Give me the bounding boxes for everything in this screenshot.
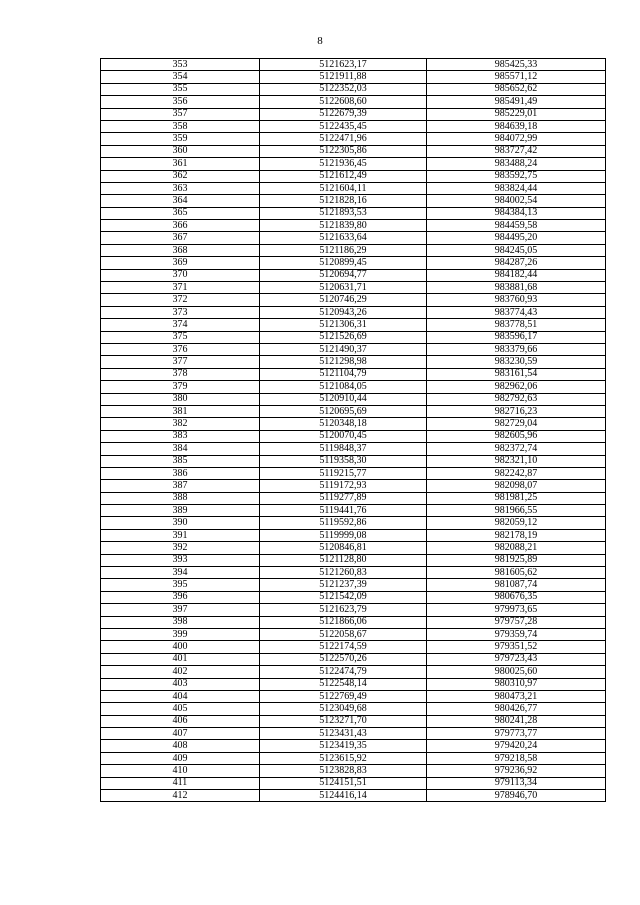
y-coordinate-cell: 981087,74 bbox=[427, 579, 606, 591]
y-coordinate-cell: 979359,74 bbox=[427, 628, 606, 640]
table-row bbox=[101, 220, 606, 232]
x-coordinate-cell: 5124151,51 bbox=[260, 777, 427, 789]
x-coordinate-cell: 5120694,77 bbox=[260, 269, 427, 281]
y-coordinate-cell: 982088,21 bbox=[427, 542, 606, 554]
y-coordinate-cell: 982372,74 bbox=[427, 443, 606, 455]
point-number-cell: 373 bbox=[101, 306, 260, 318]
table-row bbox=[101, 554, 606, 566]
table-row bbox=[101, 405, 606, 417]
page-number: 8 bbox=[317, 35, 323, 47]
x-coordinate-cell: 5119999,08 bbox=[260, 529, 427, 541]
point-number-cell: 406 bbox=[101, 715, 260, 727]
x-coordinate-cell: 5120695,69 bbox=[260, 405, 427, 417]
y-coordinate-cell: 981966,55 bbox=[427, 505, 606, 517]
y-coordinate-cell: 979757,28 bbox=[427, 616, 606, 628]
y-coordinate-cell: 980676,35 bbox=[427, 591, 606, 603]
y-coordinate-cell: 979973,65 bbox=[427, 604, 606, 616]
x-coordinate-cell: 5121104,79 bbox=[260, 368, 427, 380]
table-row bbox=[101, 108, 606, 120]
table-row bbox=[101, 418, 606, 430]
point-number-cell: 409 bbox=[101, 752, 260, 764]
y-coordinate-cell: 982962,06 bbox=[427, 381, 606, 393]
y-coordinate-cell: 979351,52 bbox=[427, 641, 606, 653]
x-coordinate-cell: 5122471,96 bbox=[260, 133, 427, 145]
x-coordinate-cell: 5123615,92 bbox=[260, 752, 427, 764]
table-row bbox=[101, 480, 606, 492]
table-row bbox=[101, 678, 606, 690]
x-coordinate-cell: 5119848,37 bbox=[260, 443, 427, 455]
y-coordinate-cell: 979773,77 bbox=[427, 728, 606, 740]
table-row bbox=[101, 319, 606, 331]
table-row bbox=[101, 294, 606, 306]
x-coordinate-cell: 5119215,77 bbox=[260, 467, 427, 479]
y-coordinate-cell: 983778,51 bbox=[427, 319, 606, 331]
table-row bbox=[101, 765, 606, 777]
table-row bbox=[101, 306, 606, 318]
x-coordinate-cell: 5122435,45 bbox=[260, 120, 427, 132]
table-row bbox=[101, 182, 606, 194]
x-coordinate-cell: 5121237,39 bbox=[260, 579, 427, 591]
x-coordinate-cell: 5122058,67 bbox=[260, 628, 427, 640]
y-coordinate-cell: 980025,60 bbox=[427, 666, 606, 678]
y-coordinate-cell: 984495,20 bbox=[427, 232, 606, 244]
point-number-cell: 384 bbox=[101, 443, 260, 455]
point-number-cell: 385 bbox=[101, 455, 260, 467]
x-coordinate-cell: 5121306,31 bbox=[260, 319, 427, 331]
x-coordinate-cell: 5120910,44 bbox=[260, 393, 427, 405]
x-coordinate-cell: 5122570,26 bbox=[260, 653, 427, 665]
point-number-cell: 355 bbox=[101, 83, 260, 95]
table-row bbox=[101, 641, 606, 653]
x-coordinate-cell: 5122174,59 bbox=[260, 641, 427, 653]
table-row bbox=[101, 628, 606, 640]
point-number-cell: 392 bbox=[101, 542, 260, 554]
table-row bbox=[101, 690, 606, 702]
y-coordinate-cell: 982792,63 bbox=[427, 393, 606, 405]
point-number-cell: 366 bbox=[101, 220, 260, 232]
table-row bbox=[101, 269, 606, 281]
y-coordinate-cell: 983824,44 bbox=[427, 182, 606, 194]
table-row bbox=[101, 666, 606, 678]
table-row bbox=[101, 59, 606, 71]
table-row bbox=[101, 170, 606, 182]
x-coordinate-cell: 5122679,39 bbox=[260, 108, 427, 120]
y-coordinate-cell: 984459,58 bbox=[427, 220, 606, 232]
y-coordinate-cell: 978946,70 bbox=[427, 790, 606, 802]
point-number-cell: 367 bbox=[101, 232, 260, 244]
table-row bbox=[101, 703, 606, 715]
y-coordinate-cell: 982098,07 bbox=[427, 480, 606, 492]
y-coordinate-cell: 982178,19 bbox=[427, 529, 606, 541]
x-coordinate-cell: 5123049,68 bbox=[260, 703, 427, 715]
x-coordinate-cell: 5120348,18 bbox=[260, 418, 427, 430]
y-coordinate-cell: 982242,87 bbox=[427, 467, 606, 479]
point-number-cell: 397 bbox=[101, 604, 260, 616]
y-coordinate-cell: 979218,58 bbox=[427, 752, 606, 764]
y-coordinate-cell: 980310,97 bbox=[427, 678, 606, 690]
y-coordinate-cell: 980473,21 bbox=[427, 690, 606, 702]
point-number-cell: 396 bbox=[101, 591, 260, 603]
x-coordinate-cell: 5120070,45 bbox=[260, 430, 427, 442]
point-number-cell: 360 bbox=[101, 145, 260, 157]
x-coordinate-cell: 5120631,71 bbox=[260, 282, 427, 294]
x-coordinate-cell: 5123828,83 bbox=[260, 765, 427, 777]
y-coordinate-cell: 983774,43 bbox=[427, 306, 606, 318]
table-row bbox=[101, 579, 606, 591]
table-row bbox=[101, 158, 606, 170]
x-coordinate-cell: 5119172,93 bbox=[260, 480, 427, 492]
point-number-cell: 374 bbox=[101, 319, 260, 331]
x-coordinate-cell: 5120899,45 bbox=[260, 257, 427, 269]
y-coordinate-cell: 984072,99 bbox=[427, 133, 606, 145]
table-row bbox=[101, 393, 606, 405]
point-number-cell: 411 bbox=[101, 777, 260, 789]
table-row bbox=[101, 492, 606, 504]
x-coordinate-cell: 5121623,79 bbox=[260, 604, 427, 616]
x-coordinate-cell: 5122769,49 bbox=[260, 690, 427, 702]
y-coordinate-cell: 980426,77 bbox=[427, 703, 606, 715]
x-coordinate-cell: 5123271,70 bbox=[260, 715, 427, 727]
x-coordinate-cell: 5121260,83 bbox=[260, 567, 427, 579]
point-number-cell: 361 bbox=[101, 158, 260, 170]
table-row bbox=[101, 368, 606, 380]
y-coordinate-cell: 983727,42 bbox=[427, 145, 606, 157]
y-coordinate-cell: 983379,66 bbox=[427, 343, 606, 355]
table-row bbox=[101, 381, 606, 393]
table-row bbox=[101, 728, 606, 740]
point-number-cell: 398 bbox=[101, 616, 260, 628]
point-number-cell: 359 bbox=[101, 133, 260, 145]
point-number-cell: 356 bbox=[101, 96, 260, 108]
table-row bbox=[101, 356, 606, 368]
table-row bbox=[101, 120, 606, 132]
point-number-cell: 386 bbox=[101, 467, 260, 479]
point-number-cell: 389 bbox=[101, 505, 260, 517]
point-number-cell: 388 bbox=[101, 492, 260, 504]
x-coordinate-cell: 5120746,29 bbox=[260, 294, 427, 306]
x-coordinate-cell: 5121186,29 bbox=[260, 244, 427, 256]
point-number-cell: 400 bbox=[101, 641, 260, 653]
point-number-cell: 391 bbox=[101, 529, 260, 541]
table-row bbox=[101, 567, 606, 579]
y-coordinate-cell: 979113,34 bbox=[427, 777, 606, 789]
table-row bbox=[101, 777, 606, 789]
y-coordinate-cell: 979723,43 bbox=[427, 653, 606, 665]
y-coordinate-cell: 984245,05 bbox=[427, 244, 606, 256]
point-number-cell: 410 bbox=[101, 765, 260, 777]
x-coordinate-cell: 5121623,17 bbox=[260, 59, 427, 71]
y-coordinate-cell: 983161,54 bbox=[427, 368, 606, 380]
point-number-cell: 370 bbox=[101, 269, 260, 281]
x-coordinate-cell: 5123419,35 bbox=[260, 740, 427, 752]
point-number-cell: 387 bbox=[101, 480, 260, 492]
table-row bbox=[101, 591, 606, 603]
table-row bbox=[101, 282, 606, 294]
point-number-cell: 403 bbox=[101, 678, 260, 690]
y-coordinate-cell: 982321,10 bbox=[427, 455, 606, 467]
x-coordinate-cell: 5120846,81 bbox=[260, 542, 427, 554]
table-row bbox=[101, 529, 606, 541]
table-row bbox=[101, 430, 606, 442]
x-coordinate-cell: 5122352,03 bbox=[260, 83, 427, 95]
point-number-cell: 353 bbox=[101, 59, 260, 71]
point-number-cell: 404 bbox=[101, 690, 260, 702]
point-number-cell: 368 bbox=[101, 244, 260, 256]
y-coordinate-cell: 983592,75 bbox=[427, 170, 606, 182]
table-row bbox=[101, 542, 606, 554]
point-number-cell: 354 bbox=[101, 71, 260, 83]
point-number-cell: 412 bbox=[101, 790, 260, 802]
x-coordinate-cell: 5119358,30 bbox=[260, 455, 427, 467]
table-row bbox=[101, 517, 606, 529]
y-coordinate-cell: 982729,04 bbox=[427, 418, 606, 430]
y-coordinate-cell: 982605,96 bbox=[427, 430, 606, 442]
x-coordinate-cell: 5121936,45 bbox=[260, 158, 427, 170]
table-row bbox=[101, 244, 606, 256]
point-number-cell: 377 bbox=[101, 356, 260, 368]
table-row bbox=[101, 232, 606, 244]
table-row bbox=[101, 752, 606, 764]
y-coordinate-cell: 985491,49 bbox=[427, 96, 606, 108]
y-coordinate-cell: 983596,17 bbox=[427, 331, 606, 343]
x-coordinate-cell: 5121084,05 bbox=[260, 381, 427, 393]
table-row bbox=[101, 455, 606, 467]
x-coordinate-cell: 5121866,06 bbox=[260, 616, 427, 628]
y-coordinate-cell: 985652,62 bbox=[427, 83, 606, 95]
x-coordinate-cell: 5122474,79 bbox=[260, 666, 427, 678]
x-coordinate-cell: 5121828,16 bbox=[260, 195, 427, 207]
point-number-cell: 362 bbox=[101, 170, 260, 182]
y-coordinate-cell: 985425,33 bbox=[427, 59, 606, 71]
point-number-cell: 399 bbox=[101, 628, 260, 640]
point-number-cell: 371 bbox=[101, 282, 260, 294]
table-row bbox=[101, 443, 606, 455]
point-number-cell: 358 bbox=[101, 120, 260, 132]
x-coordinate-cell: 5123431,43 bbox=[260, 728, 427, 740]
x-coordinate-cell: 5122608,60 bbox=[260, 96, 427, 108]
point-number-cell: 365 bbox=[101, 207, 260, 219]
point-number-cell: 401 bbox=[101, 653, 260, 665]
point-number-cell: 379 bbox=[101, 381, 260, 393]
point-number-cell: 402 bbox=[101, 666, 260, 678]
x-coordinate-cell: 5121542,09 bbox=[260, 591, 427, 603]
y-coordinate-cell: 979420,24 bbox=[427, 740, 606, 752]
point-number-cell: 364 bbox=[101, 195, 260, 207]
point-number-cell: 405 bbox=[101, 703, 260, 715]
y-coordinate-cell: 981605,62 bbox=[427, 567, 606, 579]
point-number-cell: 363 bbox=[101, 182, 260, 194]
table-row bbox=[101, 71, 606, 83]
y-coordinate-cell: 984182,44 bbox=[427, 269, 606, 281]
x-coordinate-cell: 5121633,64 bbox=[260, 232, 427, 244]
y-coordinate-cell: 980241,28 bbox=[427, 715, 606, 727]
point-number-cell: 407 bbox=[101, 728, 260, 740]
table-row bbox=[101, 653, 606, 665]
table-row bbox=[101, 505, 606, 517]
table-row bbox=[101, 790, 606, 802]
x-coordinate-cell: 5121128,80 bbox=[260, 554, 427, 566]
x-coordinate-cell: 5121839,80 bbox=[260, 220, 427, 232]
y-coordinate-cell: 982059,12 bbox=[427, 517, 606, 529]
y-coordinate-cell: 984384,13 bbox=[427, 207, 606, 219]
table-row bbox=[101, 257, 606, 269]
point-number-cell: 381 bbox=[101, 405, 260, 417]
point-number-cell: 369 bbox=[101, 257, 260, 269]
table-row bbox=[101, 467, 606, 479]
coordinates-table-body bbox=[101, 59, 606, 802]
y-coordinate-cell: 985229,01 bbox=[427, 108, 606, 120]
point-number-cell: 375 bbox=[101, 331, 260, 343]
point-number-cell: 408 bbox=[101, 740, 260, 752]
x-coordinate-cell: 5119592,86 bbox=[260, 517, 427, 529]
point-number-cell: 395 bbox=[101, 579, 260, 591]
x-coordinate-cell: 5121911,88 bbox=[260, 71, 427, 83]
table-row bbox=[101, 207, 606, 219]
point-number-cell: 378 bbox=[101, 368, 260, 380]
y-coordinate-cell: 981981,25 bbox=[427, 492, 606, 504]
point-number-cell: 393 bbox=[101, 554, 260, 566]
y-coordinate-cell: 983881,68 bbox=[427, 282, 606, 294]
y-coordinate-cell: 984287,26 bbox=[427, 257, 606, 269]
table-row bbox=[101, 96, 606, 108]
y-coordinate-cell: 982716,23 bbox=[427, 405, 606, 417]
x-coordinate-cell: 5124416,14 bbox=[260, 790, 427, 802]
y-coordinate-cell: 983488,24 bbox=[427, 158, 606, 170]
point-number-cell: 376 bbox=[101, 343, 260, 355]
table-row bbox=[101, 133, 606, 145]
y-coordinate-cell: 979236,92 bbox=[427, 765, 606, 777]
y-coordinate-cell: 985571,12 bbox=[427, 71, 606, 83]
point-number-cell: 383 bbox=[101, 430, 260, 442]
x-coordinate-cell: 5121526,69 bbox=[260, 331, 427, 343]
x-coordinate-cell: 5119277,89 bbox=[260, 492, 427, 504]
y-coordinate-cell: 984639,18 bbox=[427, 120, 606, 132]
table-row bbox=[101, 604, 606, 616]
x-coordinate-cell: 5121893,53 bbox=[260, 207, 427, 219]
point-number-cell: 390 bbox=[101, 517, 260, 529]
y-coordinate-cell: 983760,93 bbox=[427, 294, 606, 306]
table-row bbox=[101, 83, 606, 95]
point-number-cell: 372 bbox=[101, 294, 260, 306]
table-row bbox=[101, 616, 606, 628]
x-coordinate-cell: 5122305,86 bbox=[260, 145, 427, 157]
point-number-cell: 357 bbox=[101, 108, 260, 120]
coordinates-table bbox=[100, 58, 606, 802]
point-number-cell: 394 bbox=[101, 567, 260, 579]
x-coordinate-cell: 5121298,98 bbox=[260, 356, 427, 368]
point-number-cell: 380 bbox=[101, 393, 260, 405]
x-coordinate-cell: 5121612,49 bbox=[260, 170, 427, 182]
table-row bbox=[101, 343, 606, 355]
table-row bbox=[101, 145, 606, 157]
table-row bbox=[101, 715, 606, 727]
y-coordinate-cell: 984002,54 bbox=[427, 195, 606, 207]
x-coordinate-cell: 5120943,26 bbox=[260, 306, 427, 318]
y-coordinate-cell: 983230,59 bbox=[427, 356, 606, 368]
table-row bbox=[101, 195, 606, 207]
x-coordinate-cell: 5121490,37 bbox=[260, 343, 427, 355]
x-coordinate-cell: 5122548,14 bbox=[260, 678, 427, 690]
x-coordinate-cell: 5119441,76 bbox=[260, 505, 427, 517]
x-coordinate-cell: 5121604,11 bbox=[260, 182, 427, 194]
table-row bbox=[101, 331, 606, 343]
y-coordinate-cell: 981925,89 bbox=[427, 554, 606, 566]
table-row bbox=[101, 740, 606, 752]
point-number-cell: 382 bbox=[101, 418, 260, 430]
